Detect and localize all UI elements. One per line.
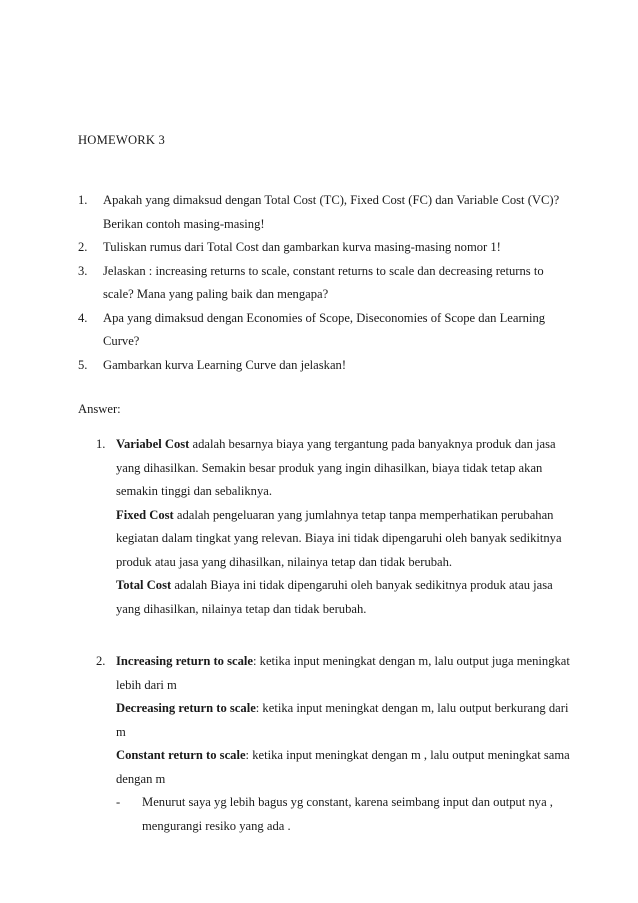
- increasing-return-text: : ketika input meningkat dengan m, lalu output juga meningkat lebih dari m: [116, 654, 570, 692]
- question-item: [78, 354, 568, 378]
- variable-cost-text: adalah besarnya biaya yang tergantung pada banyaknya produk dan jasa yang dihasilkan. Semakin besar produk yang ingin dihasilkan, biaya tidak tetap akan semakin tinggi dan sebaliknya.: [116, 437, 556, 498]
- increasing-return-paragraph: [116, 650, 576, 697]
- question-item: [78, 189, 568, 236]
- variable-cost-paragraph: [116, 433, 576, 504]
- question-number: 3.: [78, 263, 88, 278]
- variable-cost-term: Variabel Cost: [116, 437, 190, 451]
- answer-1: [96, 433, 576, 621]
- question-number: 2.: [78, 240, 88, 254]
- question-item: [78, 236, 568, 260]
- total-cost-paragraph: [116, 574, 576, 621]
- decreasing-return-paragraph: [116, 697, 576, 744]
- answer-2: [96, 650, 576, 838]
- question-list: [78, 189, 568, 377]
- page-title: HOMEWORK 3: [78, 133, 166, 147]
- question-text: Gambarkan kurva Learning Curve dan jelaskan!: [103, 357, 347, 372]
- question-item: [78, 260, 568, 307]
- decreasing-return-term: Decreasing return to scale: [116, 701, 256, 715]
- fixed-cost-text: adalah pengeluaran yang jumlahnya tetap tanpa memperhatikan perubahan kegiatan dalam tingkat yang relevan. Biaya ini tidak dipengaruhi oleh banyak sedikitnya produk atau jasa yang dihasilkan, nilainya tetap dan tidak berubah.: [116, 507, 562, 569]
- bullet-dash: -: [116, 795, 121, 809]
- increasing-return-term: Increasing return to scale: [116, 654, 253, 668]
- question-number: 1.: [78, 193, 88, 207]
- question-text: Apa yang dimaksud dengan Economies of Scope, Diseconomies of Scope dan Learning Curve?: [103, 310, 546, 348]
- opinion-text: Menurut saya yg lebih bagus yg constant, karena seimbang input dan output nya , mengurangi resiko yang ada .: [142, 795, 553, 833]
- answer-label: Answer:: [78, 402, 121, 416]
- decreasing-return-text: : ketika input meningkat dengan m, lalu output berkurang dari m: [116, 701, 569, 739]
- constant-return-text: : ketika input meningkat dengan m , lalu output meningkat sama dengan m: [116, 748, 570, 786]
- question-number: 5.: [78, 357, 88, 372]
- question-text: Apakah yang dimaksud dengan Total Cost (TC), Fixed Cost (FC) dan Variable Cost (VC)? Berikan contoh masing-masing!: [103, 193, 560, 231]
- question-number: 4.: [78, 310, 88, 325]
- answer-number: 2.: [96, 654, 106, 668]
- total-cost-term: Total Cost: [116, 578, 172, 592]
- opinion-bullet: [116, 791, 576, 838]
- question-text: Tuliskan rumus dari Total Cost dan gambarkan kurva masing-masing nomor 1!: [103, 240, 501, 254]
- constant-return-term: Constant return to scale: [116, 748, 246, 762]
- question-text: Jelaskan : increasing returns to scale, constant returns to scale dan decreasing returns to scale? Mana yang paling baik dan mengapa?: [103, 263, 544, 301]
- fixed-cost-paragraph: [116, 504, 576, 575]
- total-cost-text: adalah Biaya ini tidak dipengaruhi oleh banyak sedikitnya produk atau jasa yang dihasilkan, nilainya tetap dan tidak berubah.: [116, 578, 553, 616]
- question-item: [78, 307, 568, 354]
- answer-number: 1.: [96, 437, 106, 451]
- fixed-cost-term: Fixed Cost: [116, 507, 174, 522]
- constant-return-paragraph: [116, 744, 576, 791]
